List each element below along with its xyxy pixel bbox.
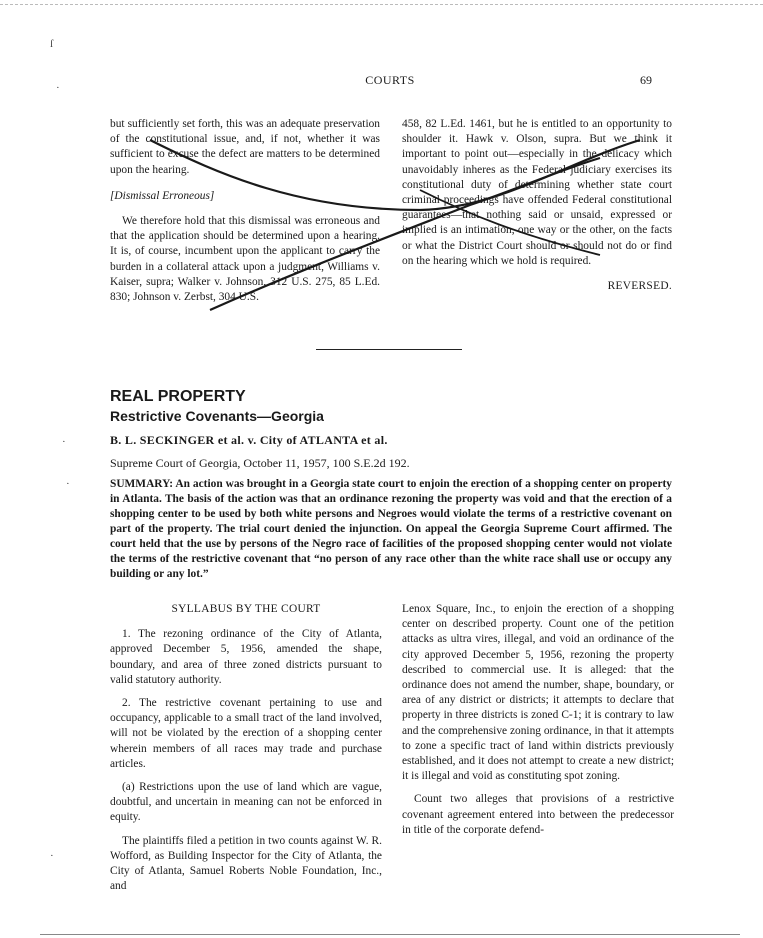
paragraph: 1. The rezoning ordinance of the City of Atlanta, approved December 5, 1956, amended the shape, boundary, and area of three zoned districts pursuant to valid statutory authority. bbox=[110, 628, 382, 686]
top-right-column bbox=[402, 117, 672, 294]
top-left-column bbox=[110, 117, 380, 305]
running-header: COURTS bbox=[365, 73, 415, 87]
court-citation: Supreme Court of Georgia, October 11, 1957, 100 S.E.2d 192. bbox=[110, 456, 410, 470]
paragraph: Count two alleges that provisions of a restrictive covenant agreement entered into between the predecessor in title of the corporate defend- bbox=[402, 793, 674, 836]
bottom-left-column bbox=[110, 602, 382, 894]
paragraph: (a) Restrictions upon the use of land which are vague, doubtful, and uncertain in meaning can not be enforced in equity. bbox=[110, 781, 382, 824]
disposition: REVERSED. bbox=[607, 280, 672, 293]
paragraph: 458, 82 L.Ed. 1461, but he is entitled to an opportunity to shoulder it. Hawk v. Olson, supra. But we think it important to point out—especially in the delicacy which unavoidably inheres as the Federal judiciary exercises its constitutional duty of determining whether state court criminal proceedings have offended Federal constitutional guarantees—that nothing said or unsaid, expressed or implied is an intimation, one way or the other, on the facts or what the District Court should or should not do or find on the hearing which we hold is required. bbox=[402, 118, 672, 267]
margin-mark: · bbox=[66, 478, 70, 490]
bottom-right-column bbox=[402, 602, 674, 838]
paragraph: 2. The restrictive covenant pertaining to use and occupancy, applicable to a small tract of the land involved, will not be violated by the erection of a shopping center wherein members of all races may trade and purchase articles. bbox=[110, 697, 382, 770]
section-title: REAL PROPERTY bbox=[110, 388, 246, 405]
margin-mark: · bbox=[50, 850, 54, 862]
case-summary: SUMMARY: An action was brought in a Georgia state court to enjoin the erection of a shopping center on property in Atlanta. The basis of the action was that an ordinance rezoning the property was void and that the erection of a shopping center to be used by both white persons and Negroes would violate the terms of a restrictive covenant on part of the property. The trial court denied the injunction. On appeal the Georgia Supreme Court affirmed. The court held that the use by persons of the Negro race of facilities of the proposed shopping center would not violate the terms of the restrictive covenant that “no person of any race other than the white race shall use or occupy any building or any lot.” bbox=[110, 478, 672, 580]
syllabus-heading: SYLLABUS BY THE COURT bbox=[171, 603, 321, 615]
paragraph: We therefore hold that this dismissal was erroneous and that the application should be determined upon a hearing. It is, of course, incumbent upon the applicant to carry the burden in a collateral attack upon a judgment, Williams v. Kaiser, supra; Walker v. Johnson, 312 U.S. 275, 85 L.Ed. 830; Johnson v. Zerbst, 304 U.S. bbox=[110, 215, 380, 304]
margin-mark: · bbox=[56, 82, 60, 94]
paragraph: but sufficiently set forth, this was an adequate preservation of the constitutional issue, and, if not, whether it was sufficient to excuse the defect are matters to be determined upon the hearing. bbox=[110, 118, 380, 176]
section-divider bbox=[316, 349, 462, 350]
paragraph: Lenox Square, Inc., to enjoin the erection of a shopping center on described property. Count one of the petition attacks as ultra vires, illegal, and void an ordinance of the city approved December 5, 1956, rezoning the property described to commercial use. It is alleged: that the ordinance does not amend the number, shape, boundary, or area of any district or districts; it attempts to declare that property in three districts is zoned C-1; it is contrary to law and the comprehensive zoning ordinance, in that it attempts to zone a specific tract of land within districts previously established, and it does not attempt to create a new district; it is illegal and void as constituting spot zoning. bbox=[402, 603, 674, 783]
page-number: 69 bbox=[640, 73, 652, 87]
bottom-edge-rule bbox=[40, 934, 740, 935]
scan-edge-dashes bbox=[0, 4, 763, 5]
subheading: [Dismissal Erroneous] bbox=[110, 189, 215, 202]
margin-mark: ſ bbox=[50, 38, 54, 50]
case-name: B. L. SECKINGER et al. v. City of ATLANTA et al. bbox=[110, 433, 388, 447]
paragraph: The plaintiffs filed a petition in two counts against W. R. Wofford, as Building Inspector for the City of Atlanta, the City of Atlanta, Samuel Roberts Noble Foundation, Inc., and bbox=[110, 834, 382, 893]
margin-mark: · bbox=[62, 436, 66, 448]
section-subtitle: Restrictive Covenants—Georgia bbox=[110, 408, 324, 424]
